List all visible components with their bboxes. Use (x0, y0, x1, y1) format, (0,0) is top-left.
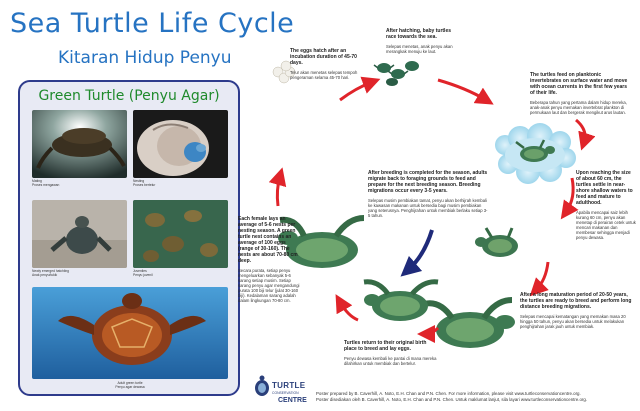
footer-credits (316, 391, 636, 403)
poster-title: Sea Turtle Life Cycle (10, 8, 295, 39)
migration-arrow (408, 230, 432, 270)
subadult-turtle-illustration (475, 228, 518, 257)
cycle-arrow-nearshore-to-maturation (536, 262, 548, 290)
cycle-arrow-hatchlings-to-feeding (438, 80, 486, 100)
stage-breeding-text: After breeding is completed for the season, adults migrate back to foraging grounds to feed and prepare for the next breeding season. Breeding migrations occur every 3-5 years. Selepas musim pembiakan tamat, penyu akan berhijrah kembali ke kawasan makanan untuk bersedia bagi musim pembiakan yang seterusnya. Penghijrahan untuk membiak berlaku setiap 3-5 tahun. (368, 170, 488, 218)
logo-word: TURTLE (272, 381, 306, 390)
nesting-caption: Nesting Proses bertelur (133, 179, 156, 187)
mating-caption: Mating Proses mengawan (32, 179, 60, 187)
stage-nesting-text: Each female lays an average of 5-6 nests per nesting season. A green turtle nest contains an average of 100 eggs (range of 30-160). The nests are about 70-80 cm deep. Secara purata, setiap penyu mengeluarkan sebanyak 5-6 sarang setiap musim. Setiap sarang penyu agar mengandungi purata 100 biji telur (julat 30-160 biji). Kedalaman sarang adalah dalam lingkungan 70-80 cm. (238, 216, 300, 303)
stage-maturation-text: After a long maturation period of 20-50 years, the turtles are ready to breed and perform long distance breeding migrations. Selepas mencapai kematangan yang memakan masa 20 hingga 50 tahun, penyu akan bersedia untuk melakukan penghijrahan jarak jauh untuk membiak. (520, 292, 632, 329)
turtle-conservation-logo-icon (255, 376, 269, 397)
cycle-arrow-maturation-to-return (426, 328, 438, 334)
credit-en: Poster prepared by B. Caverhill, A. Noto, E.H. Chan and P.N. Chen. For more information, please visit www.turtleconservationcentre.org. (316, 391, 581, 396)
hatchlings-illustration (374, 61, 419, 86)
hatchling-caption: Newly emerged hatchling Anak penyu/tukik (32, 269, 70, 277)
cycle-arrow-nesting-to-eggs (277, 176, 280, 206)
poster-subtitle: Kitaran Hidup Penyu (58, 48, 232, 68)
cycle-arrow-feeding-to-ocean (576, 120, 585, 142)
stage-feeding-text: The turtles feed on planktonic invertebrates on surface water and move with ocean currents in the first few years of their life. Beberapa tahun yang pertama dalam hidup mereka, anak-anak penyu memakan invertebrat plankton di permukaan laut dan bergerak mengikut arus lautan. (530, 72, 628, 115)
stage-incubation-text: The eggs hatch after an incubation duration of 45-70 days. Telur akan menetas selepas tempoh pengeraman selama 45-70 hari. (290, 48, 358, 80)
credit-ms: Poster disediakan oleh B. Caverhill, A. Noto, E.H. Chan and P.N. Chen. Untuk maklumat lanjut, sila layari www.turtleconservationcentre.org. (316, 397, 588, 402)
cycle-arrow-eggs-to-hatchlings (340, 82, 372, 100)
stage-hatching-text: After hatching, baby turtles race towards the sea. Selepas menetas, anak penyu akan merangkak menuju ke laut. (386, 28, 453, 54)
photo-panel-title: Green Turtle (Penyu Agar) (38, 88, 220, 104)
stage-return-text: Turtles return to their original birth place to breed and lay eggs. Penyu dewasa kembali ke pantai di mana mereka dilahirkan untuk membiak dan bertelur. (344, 340, 437, 366)
logo-sub: CONSERVATION (272, 391, 299, 395)
cycle-arrow-ocean-to-nearshore (566, 178, 573, 212)
logo-centre: CENTRE (278, 397, 307, 404)
stage-nearshore-text: Upon reaching the size of about 60 cm, the turtles settle in near-shore shallow waters to feed and mature to adulthood. Apabila mencapai saiz lebih kurang 60 cm, penyu akan menetap di perairan cetek untuk mencari makanan dan membesar sehingga menjadi penyu dewasa. (576, 170, 636, 240)
juveniles-caption: Juveniles Penyu juvenil (133, 269, 153, 277)
cycle-arrow-return-to-nesting (340, 302, 358, 320)
adult-turtle-caption: Adult green turtle Penyu agar dewasa (115, 381, 145, 389)
